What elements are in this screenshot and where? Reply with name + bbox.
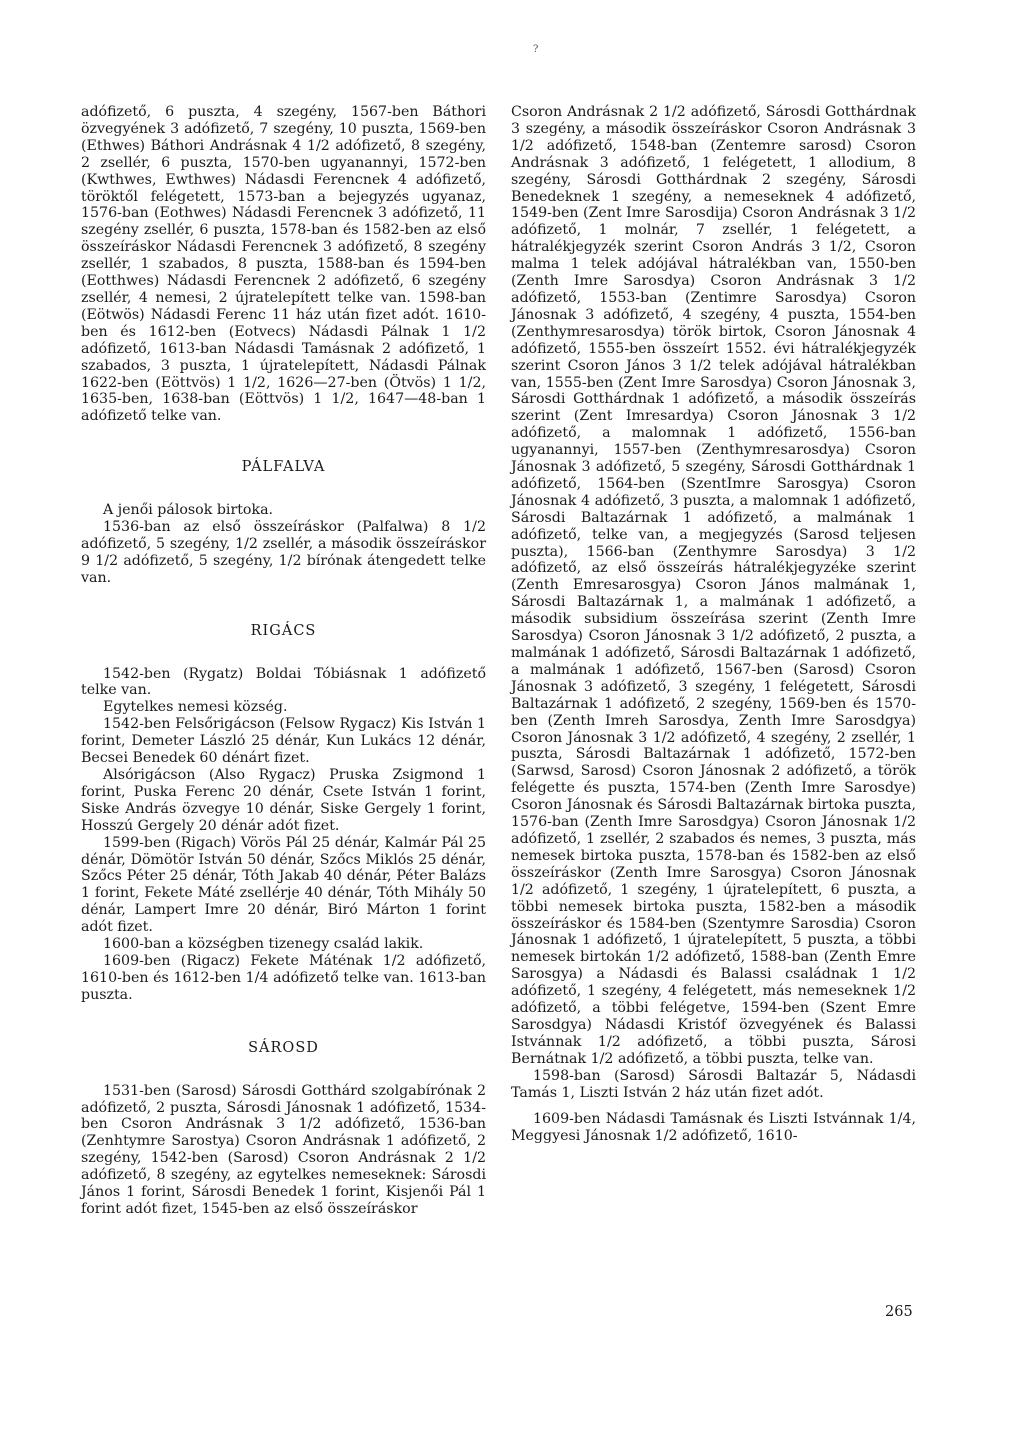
- page-number: 265: [885, 1304, 913, 1320]
- paragraph: adófizető, 6 puszta, 4 szegény, 1567-ben Báthori özvegyének 3 adófizető, 7 szegény, 10 puszta, 1569-ben (Ethwes) Báthori Andrásnak 4 1/2 adófizető, 8 szegény, 2 zsellér, 6 puszta, 1570-ben ugyanannyi, 1572-ben (Kwthwes, Ewthwes) Nádasdi Ferencnek 4 adófizető, töröktől felégetett, 1573-ban a bejegyzés ugyanaz, 1576-ban (Eothwes) Nádasdi Ferencnek 3 adófizető, 11 szegény zsellér, 6 puszta, 1578-ban és 1582-ben az első összeíráskor Nádasdi Ferencnek 3 adófizető, 8 szegény zsellér, 1 szabados, 8 puszta, 1588-ban és 1594-ben (Eotthwes) Nádasdi Ferencnek 2 adófizető, 6 szegény zsellér, 4 nemesi, 2 újratelepített telke van. 1598-ban (Eötwös) Nádasdi Ferenc 11 ház után fizet adót. 1610-ben és 1612-ben (Eotvecs) Nádasdi Pálnak 1 1/2 adófizető, 1613-ban Nádasdi Tamásnak 2 adófizető, 1 szabados, 3 puszta, 1 újratelepített, Nádasdi Pálnak 1622-ben (Eöttvös) 1 1/2, 1626—27-ben (Ötvös) 1 1/2, 1635-ben, 1638-ban (Eöttvös) 1 1/2, 1647—48-ban 1 adófizető telke van.: [81, 104, 486, 425]
- paragraph: 1599-ben (Rigach) Vörös Pál 25 dénár, Kalmár Pál 25 dénár, Dömötör István 50 dénár, Szőcs Miklós 25 dénár, Szőcs Péter 25 dénár, Tóth Jakab 40 dénár, Péter Balázs 1 forint, Fekete Máté zsellérje 40 dénár, Tóth Mihály 50 dénár, Lampert Imre 20 dénár, Biró Márton 1 forint adót fizet.: [81, 834, 486, 936]
- right-column: [511, 104, 916, 1145]
- paragraph: 1536-ban az első összeíráskor (Palfalwa) 8 1/2 adófizető, 5 szegény, 1/2 zsellér, a második összeíráskor 9 1/2 adófizető, 5 szegény, 1/2 bírónak átengedett telke van.: [81, 519, 486, 586]
- paragraph: A jenői pálosok birtoka.: [103, 502, 274, 519]
- paragraph: 1542-ben (Rygatz) Boldai Tóbiásnak 1 adófizető telke van.: [81, 665, 486, 699]
- section-heading-palfalva: PÁLFALVA: [241, 459, 326, 476]
- paragraph: 1598-ban (Sarosd) Sárosdi Baltazár 5, Nádasdi Tamás 1, Liszti István 2 ház után fizet adót.: [511, 1067, 916, 1101]
- paragraph: Alsórigácson (Also Rygacz) Pruska Zsigmond 1 forint, Puska Ferenc 20 dénár, Csete István 1 forint, Siske András özvegye 10 dénár, Siske Gergely 1 forint, Hosszú Gergely 20 dénár adót fizet.: [81, 767, 486, 834]
- paragraph: Csoron Andrásnak 2 1/2 adófizető, Sárosdi Gotthárdnak 3 szegény, a második összeíráskor Csoron Andrásnak 3 1/2 adófizető, 1548-ban (Zentemre sarosd) Csoron Andrásnak 3 adófizető, 1 felégetett, 1 allodium, 8 szegény, Sárosdi Gotthárdnak 2 szegény, Sárosdi Benedeknek 1 szegény, a nemeseknek 4 adófizető, 1549-ben (Zent Imre Sarosdija) Csoron Andrásnak 3 1/2 adófizető, 1 molnár, 7 zsellér, 1 felégetett, a hátralékjegyzék szerint Csoron András 3 1/2, Csoron malma 1 telek adójával hátralékban van, 1550-ben (Zenth Imre Sarosdya) Csoron Andrásnak 3 1/2 adófizető, 1553-ban (Zentimre Sarosdya) Csoron Jánosnak 3 adófizető, 4 szegény, 4 puszta, 1554-ben (Zenthymresarosdya) török birtok, Csoron Jánosnak 4 adófizető, 1555-ben összeírt 1552. évi hátralékjegyzék szerint Csoron János 3 1/2 telek adójával hátralékban van, 1555-ben (Zent Imre Sarosdya) Csoron Jánosnak 3, Sárosdi Gotthárdnak 1 adófizető, a második összeírás szerint (Zent Imresardya) Csoron Jánosnak 3 1/2 adófizető, a malomnak 1 adófizető, 1556-ban ugyanannyi, 1557-ben (Zenthymresarosdya) Csoron Jánosnak 3 adófizető, 5 szegény, Sárosdi Gotthárdnak 1 adófizető, 1564-ben (SzentImre Sarosgya) Csoron Jánosnak 4 adófizető, 3 puszta, a malomnak 1 adófizető, Sárosdi Baltazárnak 1 adófizető, a malmának 1 adófizető, telke van, a megjegyzés (Sarosd teljesen puszta), 1566-ban (Zenthymre Sarosdya) 3 1/2 adófizető, az első összeírás hátralékjegyzéke szerint (Zenth Emresarosgya) Csoron János malmának 1, Sárosdi Baltazárnak 1, a malmának 1 adófizető, a második subsidium összeírása szerint (Zenth Imre Sarosdya) Csoron Jánosnak 3 1/2 adófizető, 2 puszta, a malmának 1 adófizető, Sárosdi Baltazárnak 1 adófizető, a malmának 1 adófizető, 1567-ben (Sarosd) Csoron Jánosnak 3 adófizető, 3 szegény, 1 felégetett, Sárosdi Baltazárnak 1 adófizető, 2 szegény, 1569-ben és 1570-ben (Zenth Imreh Sarosdya, Zenth Imre Sarosdgya) Csoron Jánosnak 3 1/2 adófizető, 4 szegény, 2 zsellér, 1 puszta, Sárosdi Baltazárnak 1 adófizető, 1572-ben (Sarwsd, Sarosd) Csoron Jánosnak 2 adófizető, a török felégette és puszta, 1574-ben (Zenth Imre Sarosdye) Csoron Jánosnak és Sárosdi Baltazárnak birtoka puszta, 1576-ban (Zenth Imre Sarosdgya) Csoron Jánosnak 1/2 adófizető, 1 zsellér, 2 szabados és nemes, 3 puszta, más nemesek birtoka puszta, 1578-ban és 1582-ben az első összeíráskor (Zenth Imre Sarosgya) Csoron Jánosnak 1/2 adófizető, 1 szegény, 1 újratelepített, 6 puszta, a többi nemesek birtoka puszta, 1582-ben a második összeíráskor és 1584-ben (Szentymre Sarosdia) Csoron Jánosnak 1 adófizető, 1 újratelepített, 5 puszta, a többi nemesek birtokán 1/2 adófizető, 1588-ban (Zenth Emre Sarosgya) a Nádasdi és Balassi családnak 1 1/2 adófizető, 1 szegény, 4 felégetett, más nemeseknek 1/2 adófizető, a többi felégetve, 1594-ben (Szent Emre Sarosdgya) Nádasdi Kristóf özvegyének és Balassi Istvánnak 1/2 adófizető, a többi puszta, Sárosi Bernátnak 1/2 adófizető, a többi puszta, telke van.: [511, 104, 916, 1067]
- section-heading-sarosd: SÁROSD: [248, 1039, 319, 1056]
- paragraph: 1531-ben (Sarosd) Sárosdi Gotthárd szolgabírónak 2 adófizető, 2 puszta, Sárosdi Jánosnak 1 adófizető, 1534-ben Csoron Andrásnak 3 1/2 adófizető, 1536-ban (Zenhtymre Sarostya) Csoron Andrásnak 1 adófizető, 2 szegény, 1542-ben (Sarosd) Csoron Andrásnak 2 1/2 adófizető, 8 szegény, az egytelkes nemeseknek: Sárosdi János 1 forint, Sárosdi Benedek 1 forint, Kisjenői Pál 1 forint adót fizet, 1545-ben az első összeíráskor: [81, 1082, 486, 1217]
- paragraph: 1600-ban a községben tizenegy család lakik.: [103, 936, 424, 953]
- left-column: [81, 104, 486, 1218]
- paragraph: 1542-ben Felsőrigácson (Felsow Rygacz) Kis István 1 forint, Demeter László 25 dénár, Kun Lukács 12 dénár, Becsei Benedek 60 dénárt fizet.: [81, 716, 486, 767]
- section-heading-rigacs: RIGÁCS: [250, 622, 317, 639]
- paragraph: 1609-ben (Rigacz) Fekete Máténak 1/2 adófizető, 1610-ben és 1612-ben 1/4 adófizető telke van. 1613-ban puszta.: [81, 952, 486, 1003]
- print-speck: ?: [533, 44, 539, 55]
- paragraph: 1609-ben Nádasdi Tamásnak és Liszti Istvánnak 1/4, Meggyesi Jánosnak 1/2 adófizető, 1610-: [511, 1111, 916, 1145]
- paragraph: Egytelkes nemesi község.: [103, 699, 288, 716]
